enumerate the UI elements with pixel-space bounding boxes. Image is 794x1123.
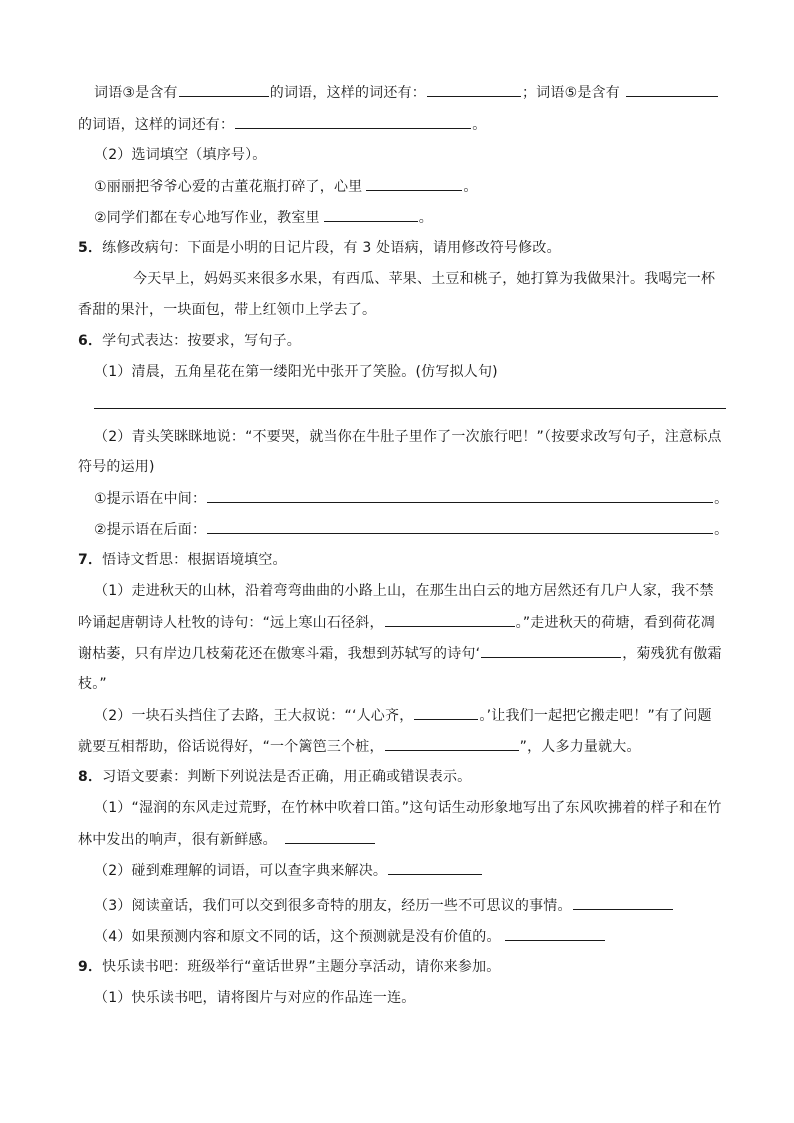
- answer-blank[interactable]: [385, 612, 515, 627]
- text: 就要互相帮助，俗话说得好，“一个篱笆三个桩，: [78, 739, 384, 755]
- text: 的词语，这样的词还有：: [78, 117, 235, 133]
- text: 谢枯萎，只有岸边几枝菊花还在傲寒斗霜，我想到苏轼写的诗句‘: [78, 646, 481, 662]
- text: ”，人多力量就大。: [519, 739, 641, 755]
- question-number: 7．: [78, 552, 103, 568]
- q4-sub-2: （2）选词填空（填序号）。: [94, 147, 267, 163]
- q7-sub-1-line-3: [78, 643, 722, 663]
- question-text: 下面是小明的日记片段，有 3 处语病，请用修改符号修改。: [187, 240, 561, 256]
- text: 。’让我们一起把它搬走吧！”有了问题: [479, 708, 712, 724]
- q8-item-3: [94, 895, 674, 915]
- q5-paragraph-line-1: 今天早上，妈妈买来很多水果，有西瓜、苹果、土豆和桃子，她打算为我做果汁。我喝完一杯: [133, 271, 716, 287]
- q8-heading: [78, 767, 471, 787]
- answer-blank[interactable]: [427, 82, 521, 97]
- answer-blank[interactable]: [505, 926, 605, 941]
- text: ①提示语在中间：: [94, 491, 207, 507]
- answer-blank[interactable]: [414, 705, 478, 720]
- q7-sub-1-line-1: （1）走进秋天的山林，沿着弯弯曲曲的小路上山，在那生出白云的地方居然还有几户人家，我不禁: [94, 583, 714, 599]
- answer-blank[interactable]: [626, 82, 718, 97]
- text: （3）阅读童话，我们可以交到很多奇特的朋友，经历一些不可思议的事情。: [94, 898, 572, 914]
- q7-sub-1-line-2: [78, 612, 715, 632]
- text: ①丽丽把爷爷心爱的古董花瓶打碎了，心里: [94, 179, 363, 195]
- q7-sub-2-line-1: [94, 705, 712, 725]
- answer-blank[interactable]: [235, 114, 471, 129]
- text: 吟诵起唐朝诗人杜牧的诗句：“远上寒山石径斜，: [78, 615, 384, 631]
- text: （4）如果预测内容和原文不同的话，这个预测就是没有价值的。: [94, 929, 501, 945]
- text: 词语③是含有: [94, 85, 178, 101]
- text: ；词语⑤是含有: [521, 85, 620, 101]
- q6-heading: [78, 331, 301, 351]
- q8-item-1-line-1: （1）“湿润的东风走过荒野，在竹林中吹着口笛。”这句话生动形象地写出了东风吹拂着的样子和在竹: [94, 800, 722, 816]
- question-number: 8．: [78, 769, 103, 785]
- text: 林中发出的响声，很有新鲜感。: [78, 832, 277, 848]
- q4-line-1: [94, 82, 719, 102]
- answer-blank[interactable]: [285, 829, 375, 844]
- text: ②提示语在后面：: [94, 522, 207, 538]
- text: 。: [418, 210, 433, 226]
- question-number: 5．: [78, 240, 103, 256]
- text: ，菊残犹有傲霜: [622, 646, 722, 662]
- q6-sub-2-line-1: （2）青头笑眯眯地说：“不要哭，就当你在牛肚子里作了一次旅行吧！”（按要求改写句子，注意标点: [94, 429, 722, 445]
- question-title: 练修改病句：: [102, 240, 188, 256]
- answer-blank[interactable]: [388, 860, 482, 875]
- text: 。: [714, 522, 729, 538]
- q8-item-1-line-2: [78, 829, 376, 849]
- question-text: 根据语境填空。: [187, 552, 287, 568]
- answer-line[interactable]: [94, 408, 726, 409]
- answer-blank[interactable]: [324, 207, 418, 222]
- text: 。: [472, 117, 487, 133]
- answer-blank[interactable]: [366, 176, 462, 191]
- question-title: 快乐读书吧：: [102, 959, 188, 975]
- text: （2）碰到难理解的词语，可以查字典来解决。: [94, 863, 388, 879]
- text: ②同学们都在专心地写作业，教室里: [94, 210, 320, 226]
- q6-sub-2-line-2: 符号的运用): [78, 459, 155, 475]
- text: 。”走进秋天的荷塘，看到荷花凋: [515, 615, 715, 631]
- q6-option-2: [94, 519, 728, 539]
- answer-blank[interactable]: [207, 519, 713, 534]
- question-text: 按要求，写句子。: [187, 333, 301, 349]
- text: （2）一块石头挡住了去路，王大叔说：“‘人心齐，: [94, 708, 414, 724]
- q7-heading: [78, 550, 287, 570]
- q6-sub-1: （1）清晨，五角星花在第一缕阳光中张开了笑脸。(仿写拟人句): [94, 364, 498, 380]
- q7-sub-1-line-4: 枝。”: [78, 676, 107, 692]
- q5-paragraph-line-2: 香甜的果汁，一块面包，带上红领巾上学去了。: [78, 302, 377, 318]
- answer-blank[interactable]: [481, 643, 621, 658]
- q8-item-4: [94, 926, 606, 946]
- text: 的词语，这样的词还有：: [269, 85, 426, 101]
- q9-sub-1: （1）快乐读书吧，请将图片与对应的作品连一连。: [94, 990, 416, 1006]
- question-title: 习语文要素：: [102, 769, 188, 785]
- answer-blank[interactable]: [385, 736, 519, 751]
- question-number: 6．: [78, 333, 103, 349]
- q8-item-2: [94, 860, 483, 880]
- q5-heading: [78, 238, 561, 258]
- question-title: 悟诗文哲思：: [102, 552, 188, 568]
- question-number: 9．: [78, 959, 103, 975]
- text: 。: [463, 179, 478, 195]
- q9-heading: [78, 957, 500, 977]
- q4-item-1: [94, 176, 478, 196]
- answer-blank[interactable]: [179, 82, 269, 97]
- text: 。: [714, 491, 729, 507]
- question-text: 判断下列说法是否正确，用正确或错误表示。: [187, 769, 472, 785]
- answer-blank[interactable]: [573, 895, 673, 910]
- question-text: 班级举行“童话世界”主题分享活动，请你来参加。: [187, 959, 501, 975]
- q4-line-2: [78, 114, 486, 134]
- q6-option-1: [94, 488, 728, 508]
- q7-sub-2-line-2: [78, 736, 641, 756]
- q4-item-2: [94, 207, 433, 227]
- question-title: 学句式表达：: [102, 333, 188, 349]
- answer-blank[interactable]: [207, 488, 713, 503]
